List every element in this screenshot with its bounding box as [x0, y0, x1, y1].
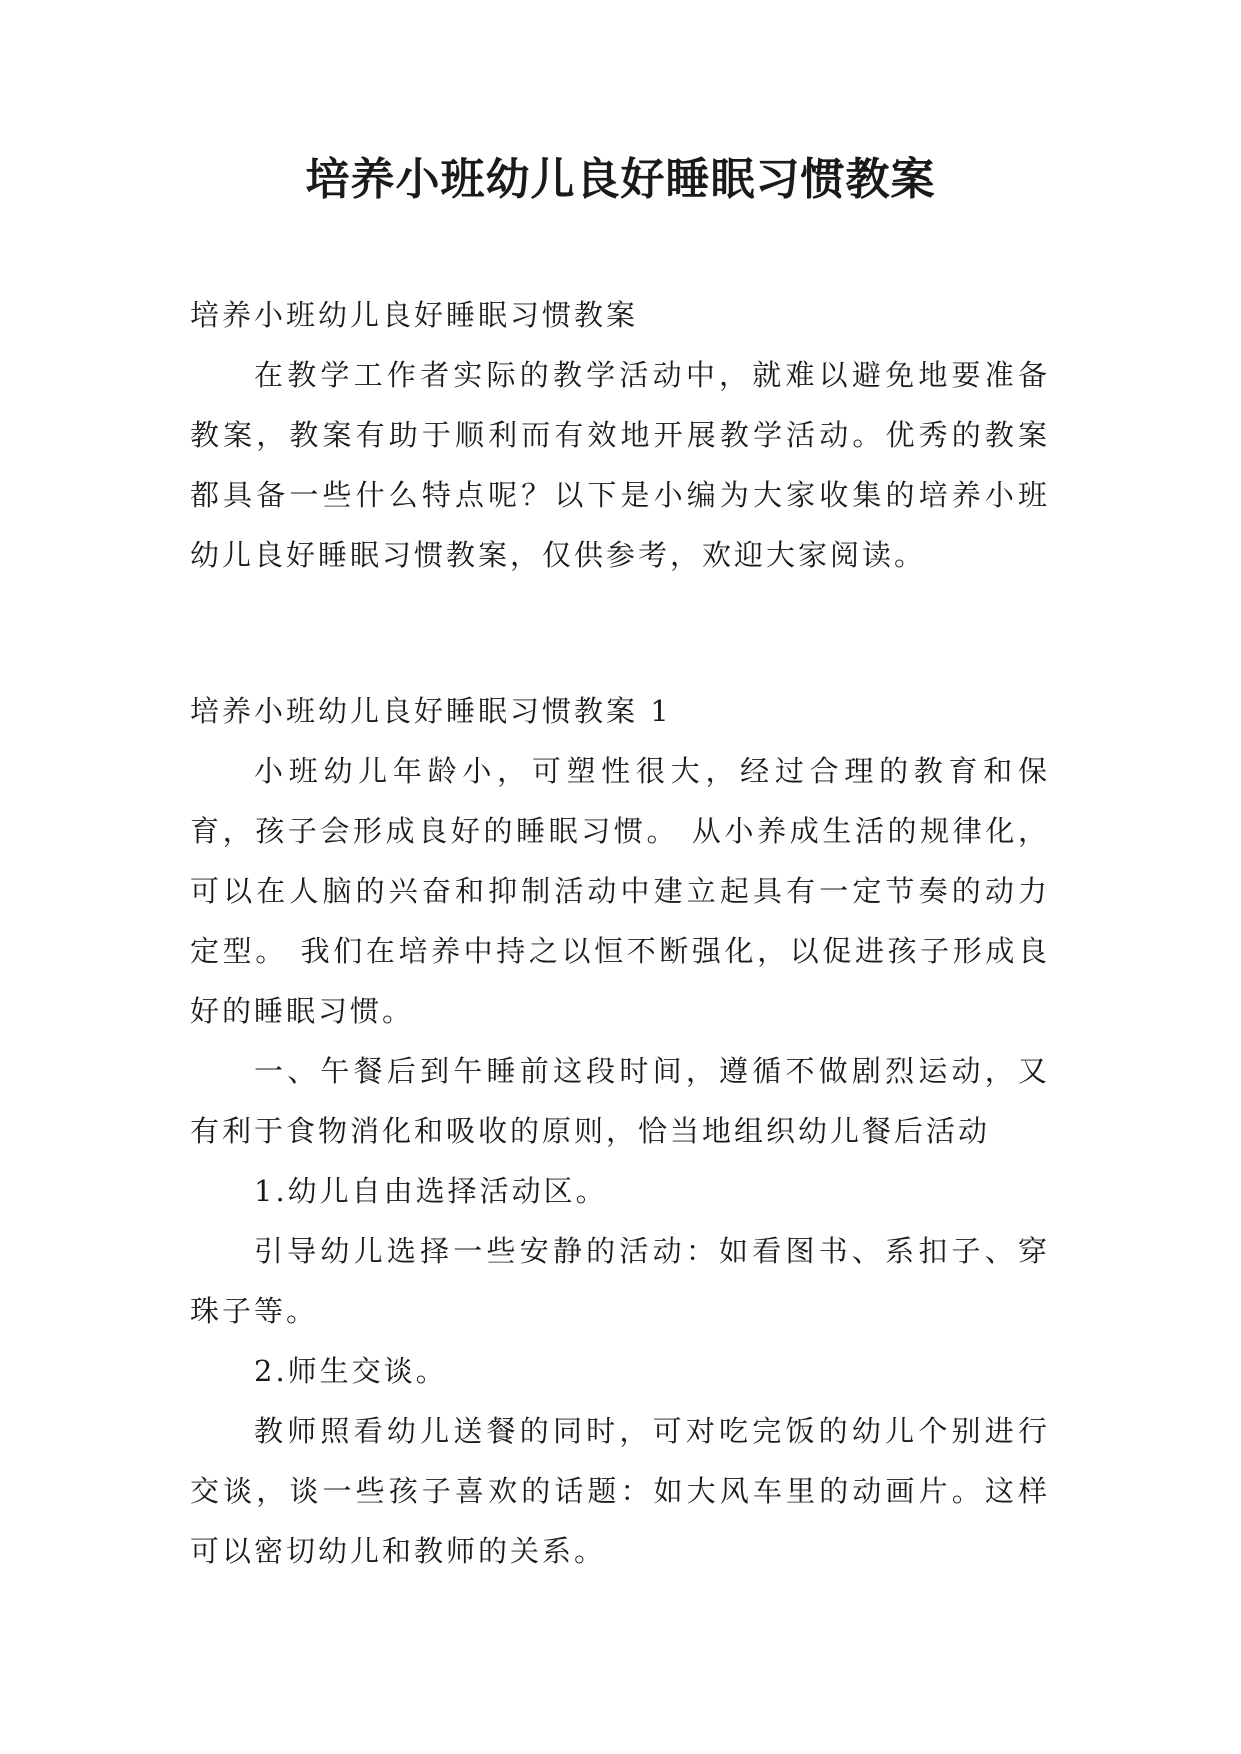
list-item: 2.师生交谈。 [254, 1354, 448, 1388]
intro-paragraph: 在教学工作者实际的教学活动中，就难以避免地要准备教案，教案有助于顺利而有效地开展教学活动。优秀的教案都具备一些什么特点呢？以下是小编为大家收集的培养小班幼儿良好睡眠习惯教案，仅供参考，欢迎大家阅读。 [190, 358, 1050, 572]
document-subtitle: 培养小班幼儿良好睡眠习惯教案 [190, 298, 639, 332]
body-paragraph: 一、午餐后到午睡前这段时间，遵循不做剧烈运动，又有利于食物消化和吸收的原则，恰当地组织幼儿餐后活动 [190, 1054, 1050, 1148]
body-paragraph: 引导幼儿选择一些安静的活动：如看图书、系扣子、穿珠子等。 [190, 1234, 1050, 1328]
list-item: 1.幼儿自由选择活动区。 [254, 1174, 608, 1208]
document-body [190, 285, 1050, 1581]
document-title: 培养小班幼儿良好睡眠习惯教案 [305, 154, 936, 205]
body-paragraph: 教师照看幼儿送餐的同时，可对吃完饭的幼儿个别进行交谈，谈一些孩子喜欢的话题：如大风车里的动画片。这样可以密切幼儿和教师的关系。 [190, 1414, 1050, 1568]
body-paragraph: 小班幼儿年龄小，可塑性很大，经过合理的教育和保育，孩子会形成良好的睡眠习惯。 从小养成生活的规律化，可以在人脑的兴奋和抑制活动中建立起具有一定节奏的动力定型。 我们在培养中持之以恒不断强化，以促进孩子形成良好的睡眠习惯。 [190, 754, 1050, 1028]
section-spacer [190, 585, 1050, 681]
section-heading: 培养小班幼儿良好睡眠习惯教案 1 [190, 694, 672, 728]
